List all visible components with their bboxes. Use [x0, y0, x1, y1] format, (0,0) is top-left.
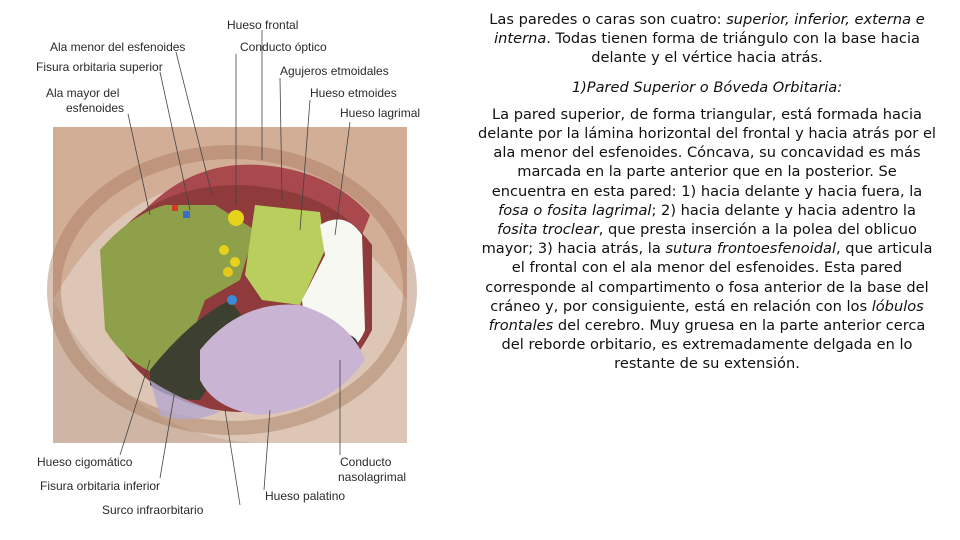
label-hueso-etmoides: Hueso etmoides — [310, 86, 397, 100]
text-column — [478, 10, 936, 374]
label-hueso-lagrimal: Hueso lagrimal — [340, 106, 421, 120]
label-fisura-superior: Fisura orbitaria superior — [36, 60, 163, 74]
label-surco-infraorbitario: Surco infraorbitario — [102, 503, 204, 517]
label-conducto-optico: Conducto óptico — [240, 40, 327, 54]
optic-canal-mark — [228, 210, 244, 226]
intro-paragraph: Las paredes o caras son cuatro: superior, inferior, externa e interna. Todas tienen forma de triángulo con la base hacia delante y el vértice hacia atrás. — [489, 11, 925, 67]
term-fosa-lagrimal: fosa o fosita lagrimal — [498, 201, 652, 219]
label-hueso-palatino: Hueso palatino — [265, 489, 346, 503]
section-heading: 1)Pared Superior o Bóveda Orbitaria: — [571, 78, 843, 96]
label-hueso-frontal: Hueso frontal — [227, 18, 299, 32]
label-conducto-naso-1: Conducto — [340, 455, 392, 469]
body-paragraph: La pared superior, de forma triangular, está formada hacia delante por la lámina horizontal del frontal y hacia atrás por el ala menor del esfenoides. Cóncava, su concavidad es más marcada en la parte anterior que en la posterior. Se encuentra en esta pared: 1) hacia delante y hacia fuera, la fosa o fosita lagrimal; 2) hacia delante y hacia adentro la fosita troclear, que presta inserción a la polea del oblicuo mayor; 3) hacia atrás, la sutura frontoesfenoidal, que articula el frontal con el ala menor del esfenoides. Esta pared corresponde al compartimento o fosa anterior de la base del cráneo y, por consiguiente, está en relación con los lóbulos frontales del cerebro. Muy gruesa en la parte anterior cerca del reborde orbitario, es extremadamente delgada en lo restante de su extensión. — [478, 105, 936, 373]
label-agujeros-etmoidales: Agujeros etmoidales — [280, 64, 389, 78]
intro-italic: superior, inferior, externa e interna — [494, 11, 925, 48]
term-fosita-troclear: fosita troclear — [497, 221, 599, 239]
label-ala-menor: Ala menor del esfenoides — [50, 40, 186, 54]
term-sutura-frontoesfenoidal: sutura frontoesfenoidal — [665, 240, 837, 258]
label-ala-mayor-2: esfenoides — [66, 101, 125, 115]
label-fisura-inferior: Fisura orbitaria inferior — [40, 479, 161, 493]
label-conducto-naso-2: nasolagrimal — [338, 470, 407, 484]
label-ala-mayor-1: Ala mayor del — [46, 86, 120, 100]
term-lobulos-frontales: lóbulos frontales — [488, 297, 924, 335]
label-hueso-cigomatico: Hueso cigomático — [37, 455, 133, 469]
